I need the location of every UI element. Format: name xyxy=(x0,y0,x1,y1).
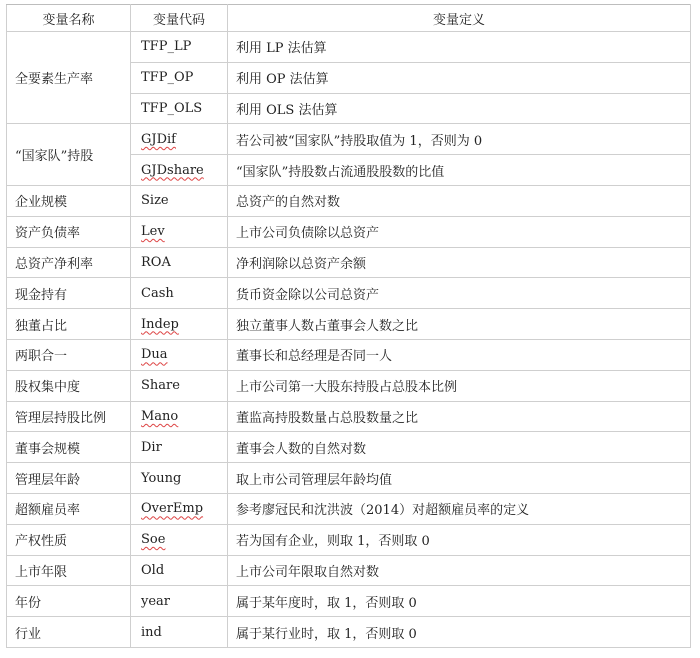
table-row xyxy=(7,555,691,586)
variable-name-cell: “国家队”持股 xyxy=(7,124,131,186)
variable-code-cell xyxy=(131,586,228,617)
variable-code: Indep xyxy=(141,316,179,332)
variable-code: ROA xyxy=(141,254,171,270)
variable-code-cell xyxy=(131,401,228,432)
table-row xyxy=(7,493,691,524)
variable-definition-cell: 若为国有企业，则取 1，否则取 0 xyxy=(228,524,691,555)
variable-name-cell: 总资产净利率 xyxy=(7,247,131,278)
variable-code: year xyxy=(141,593,171,609)
variable-definition-cell: 净利润除以总资产余额 xyxy=(228,247,691,278)
variable-code: Lev xyxy=(141,224,165,240)
variable-name-cell: 年份 xyxy=(7,586,131,617)
variable-code-cell xyxy=(131,247,228,278)
variable-definition-cell: “国家队”持股数占流通股股数的比值 xyxy=(228,155,691,186)
variable-name-cell: 独董占比 xyxy=(7,309,131,340)
variable-code-cell xyxy=(131,524,228,555)
variable-code-cell xyxy=(131,62,228,93)
header-variable-code: 变量代码 xyxy=(131,5,228,32)
variable-name-cell: 两职合一 xyxy=(7,339,131,370)
table-row xyxy=(7,309,691,340)
variable-definition-cell: 利用 OLS 法估算 xyxy=(228,93,691,124)
table-header-row xyxy=(7,5,691,32)
variable-code: Dua xyxy=(141,347,168,363)
variable-code: Share xyxy=(141,378,180,394)
variable-definition-cell: 利用 LP 法估算 xyxy=(228,32,691,63)
table-body xyxy=(7,32,691,648)
table-row xyxy=(7,185,691,216)
variable-code: Cash xyxy=(141,285,174,301)
table-row xyxy=(7,216,691,247)
table-row xyxy=(7,586,691,617)
variable-definition-cell: 上市公司第一大股东持股占总股本比例 xyxy=(228,370,691,401)
variable-code-cell xyxy=(131,555,228,586)
variable-name-cell: 管理层年龄 xyxy=(7,463,131,494)
table-row xyxy=(7,617,691,648)
variable-code-cell xyxy=(131,463,228,494)
variable-code: ind xyxy=(141,624,162,640)
variable-definition-table xyxy=(6,4,691,648)
table-row xyxy=(7,401,691,432)
variable-definition-cell: 独立董事人数占董事会人数之比 xyxy=(228,309,691,340)
variable-code-cell xyxy=(131,93,228,124)
variable-name-cell: 股权集中度 xyxy=(7,370,131,401)
variable-name-cell: 管理层持股比例 xyxy=(7,401,131,432)
variable-definition-cell: 属于某年度时，取 1，否则取 0 xyxy=(228,586,691,617)
variable-code: TFP_LP xyxy=(141,39,192,55)
variable-code: Size xyxy=(141,193,169,209)
variable-name-cell: 行业 xyxy=(7,617,131,648)
variable-definition-cell: 总资产的自然对数 xyxy=(228,185,691,216)
variable-definition-cell: 参考廖冠民和沈洪波（2014）对超额雇员率的定义 xyxy=(228,493,691,524)
variable-code: GJDif xyxy=(141,131,176,147)
variable-code: Young xyxy=(141,470,182,486)
table-row xyxy=(7,32,691,63)
variable-definition-cell: 货币资金除以公司总资产 xyxy=(228,278,691,309)
table-row xyxy=(7,339,691,370)
variable-name-cell: 董事会规模 xyxy=(7,432,131,463)
variable-code-cell xyxy=(131,339,228,370)
variable-code-cell xyxy=(131,370,228,401)
variable-name-cell: 全要素生产率 xyxy=(7,32,131,124)
variable-code-cell xyxy=(131,155,228,186)
variable-name-cell: 上市年限 xyxy=(7,555,131,586)
variable-definition-cell: 利用 OP 法估算 xyxy=(228,62,691,93)
table-row xyxy=(7,278,691,309)
variable-code-cell xyxy=(131,278,228,309)
table-row xyxy=(7,124,691,155)
variable-definition-cell: 董监高持股数量占总股数量之比 xyxy=(228,401,691,432)
variable-code: OverEmp xyxy=(141,501,204,517)
variable-code: Dir xyxy=(141,439,162,455)
variable-name-cell: 企业规模 xyxy=(7,185,131,216)
variable-code: GJDshare xyxy=(141,162,204,178)
variable-code: Soe xyxy=(141,532,166,548)
variable-code-cell xyxy=(131,432,228,463)
variable-name-cell: 现金持有 xyxy=(7,278,131,309)
variable-name-cell: 超额雇员率 xyxy=(7,493,131,524)
variable-code: TFP_OLS xyxy=(141,100,203,116)
variable-code-cell xyxy=(131,124,228,155)
header-variable-definition: 变量定义 xyxy=(228,5,691,32)
variable-code: Old xyxy=(141,562,165,578)
variable-code-cell xyxy=(131,493,228,524)
table-row xyxy=(7,463,691,494)
variable-definition-cell: 董事长和总经理是否同一人 xyxy=(228,339,691,370)
table-row xyxy=(7,247,691,278)
variable-definition-cell: 董事会人数的自然对数 xyxy=(228,432,691,463)
variable-definition-cell: 若公司被“国家队”持股取值为 1，否则为 0 xyxy=(228,124,691,155)
variable-code-cell xyxy=(131,216,228,247)
variable-code: Mano xyxy=(141,408,179,424)
variable-definition-cell: 属于某行业时，取 1，否则取 0 xyxy=(228,617,691,648)
table-row xyxy=(7,370,691,401)
variable-name-cell: 资产负债率 xyxy=(7,216,131,247)
variable-definition-cell: 上市公司年限取自然对数 xyxy=(228,555,691,586)
variable-code-cell xyxy=(131,309,228,340)
variable-code-cell xyxy=(131,185,228,216)
variable-code-cell xyxy=(131,32,228,63)
table-row xyxy=(7,524,691,555)
variable-name-cell: 产权性质 xyxy=(7,524,131,555)
variable-code-cell xyxy=(131,617,228,648)
table-row xyxy=(7,432,691,463)
header-variable-name: 变量名称 xyxy=(7,5,131,32)
variable-code: TFP_OP xyxy=(141,70,194,86)
variable-definition-cell: 上市公司负债除以总资产 xyxy=(228,216,691,247)
variable-definition-cell: 取上市公司管理层年龄均值 xyxy=(228,463,691,494)
